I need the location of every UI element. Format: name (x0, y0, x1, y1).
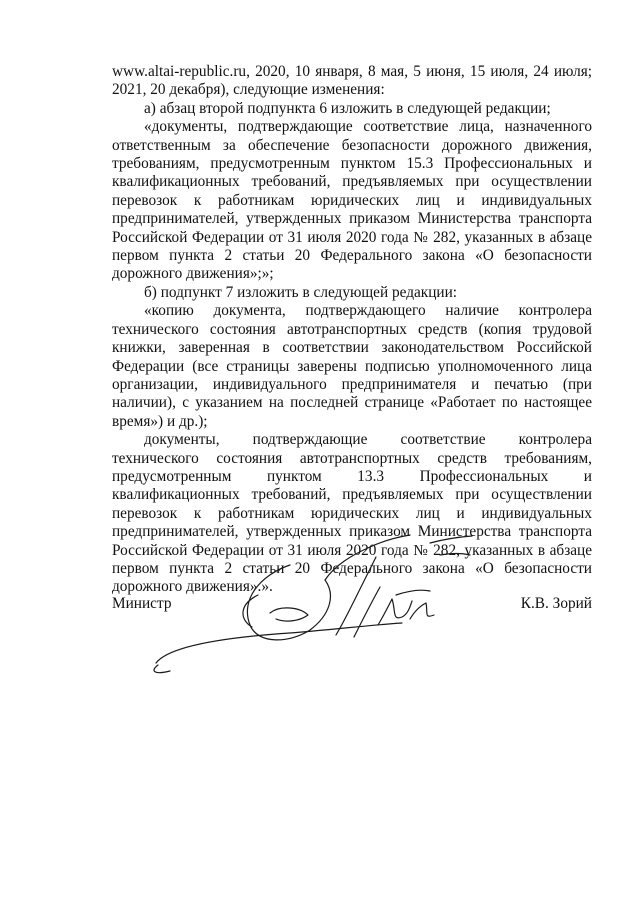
document-body (112, 63, 592, 597)
signatory-name: К.В. Зорий (520, 595, 592, 612)
paragraph-item-b: б) подпункт 7 изложить в следующей редакции: (144, 283, 458, 301)
paragraph-continuation: www.altai-republic.ru, 2020, 10 января, 8 мая, 5 июня, 15 июля, 24 июля; 2021, 20 декабря), следующие изменения: (112, 63, 592, 99)
paragraph-item-b-text: «копию документа, подтверждающего наличие контролера технического состояния автотранспортных средств (копия трудовой книжки, заверенная в соответствии законодательством Российской Федерации (все страницы заверены подписью уполномоченного лица организации, индивидуального предпринимателя и печатью (при наличии), с указанием на последней странице «Работает по настоящее время») и др.); (112, 302, 592, 430)
handwritten-signature (140, 525, 480, 685)
paragraph-item-b-documents: документы, подтверждающие соответствие контролера технического состояния автотранспортных средств требованиям, предусмотренным пунктом 13.3 Профессиональных и квалификационных требований, предъявляемых при осуществлении перевозок к работникам юридических лиц и индивидуальных предпринимателей, утвержденных приказом Министерства транспорта Российской Федерации от 31 июля 2020 года № 282, указанных в абзаце первом пункта 2 статьи 20 Федерального закона «О безопасности дорожного движения».». (112, 431, 592, 596)
paragraph-item-a: а) абзац второй подпункта 6 изложить в следующей редакции; (144, 99, 551, 117)
paragraph-item-a-text: «документы, подтверждающие соответствие лица, назначенного ответственным за обеспечение безопасности дорожного движения, требованиям, предусмотренным пунктом 15.3 Профессиональных и квалификационных требований, предъявляемых при осуществлении перевозок к работникам юридических лиц и индивидуальных предпринимателей, утвержденных приказом Министерства транспорта Российской Федерации от 31 июля 2020 года № 282, указанных в абзаце первом пункта 2 статьи 20 Федерального закона «О безопасности дорожного движения»;»; (112, 118, 592, 283)
signatory-title: Министр (112, 595, 172, 612)
